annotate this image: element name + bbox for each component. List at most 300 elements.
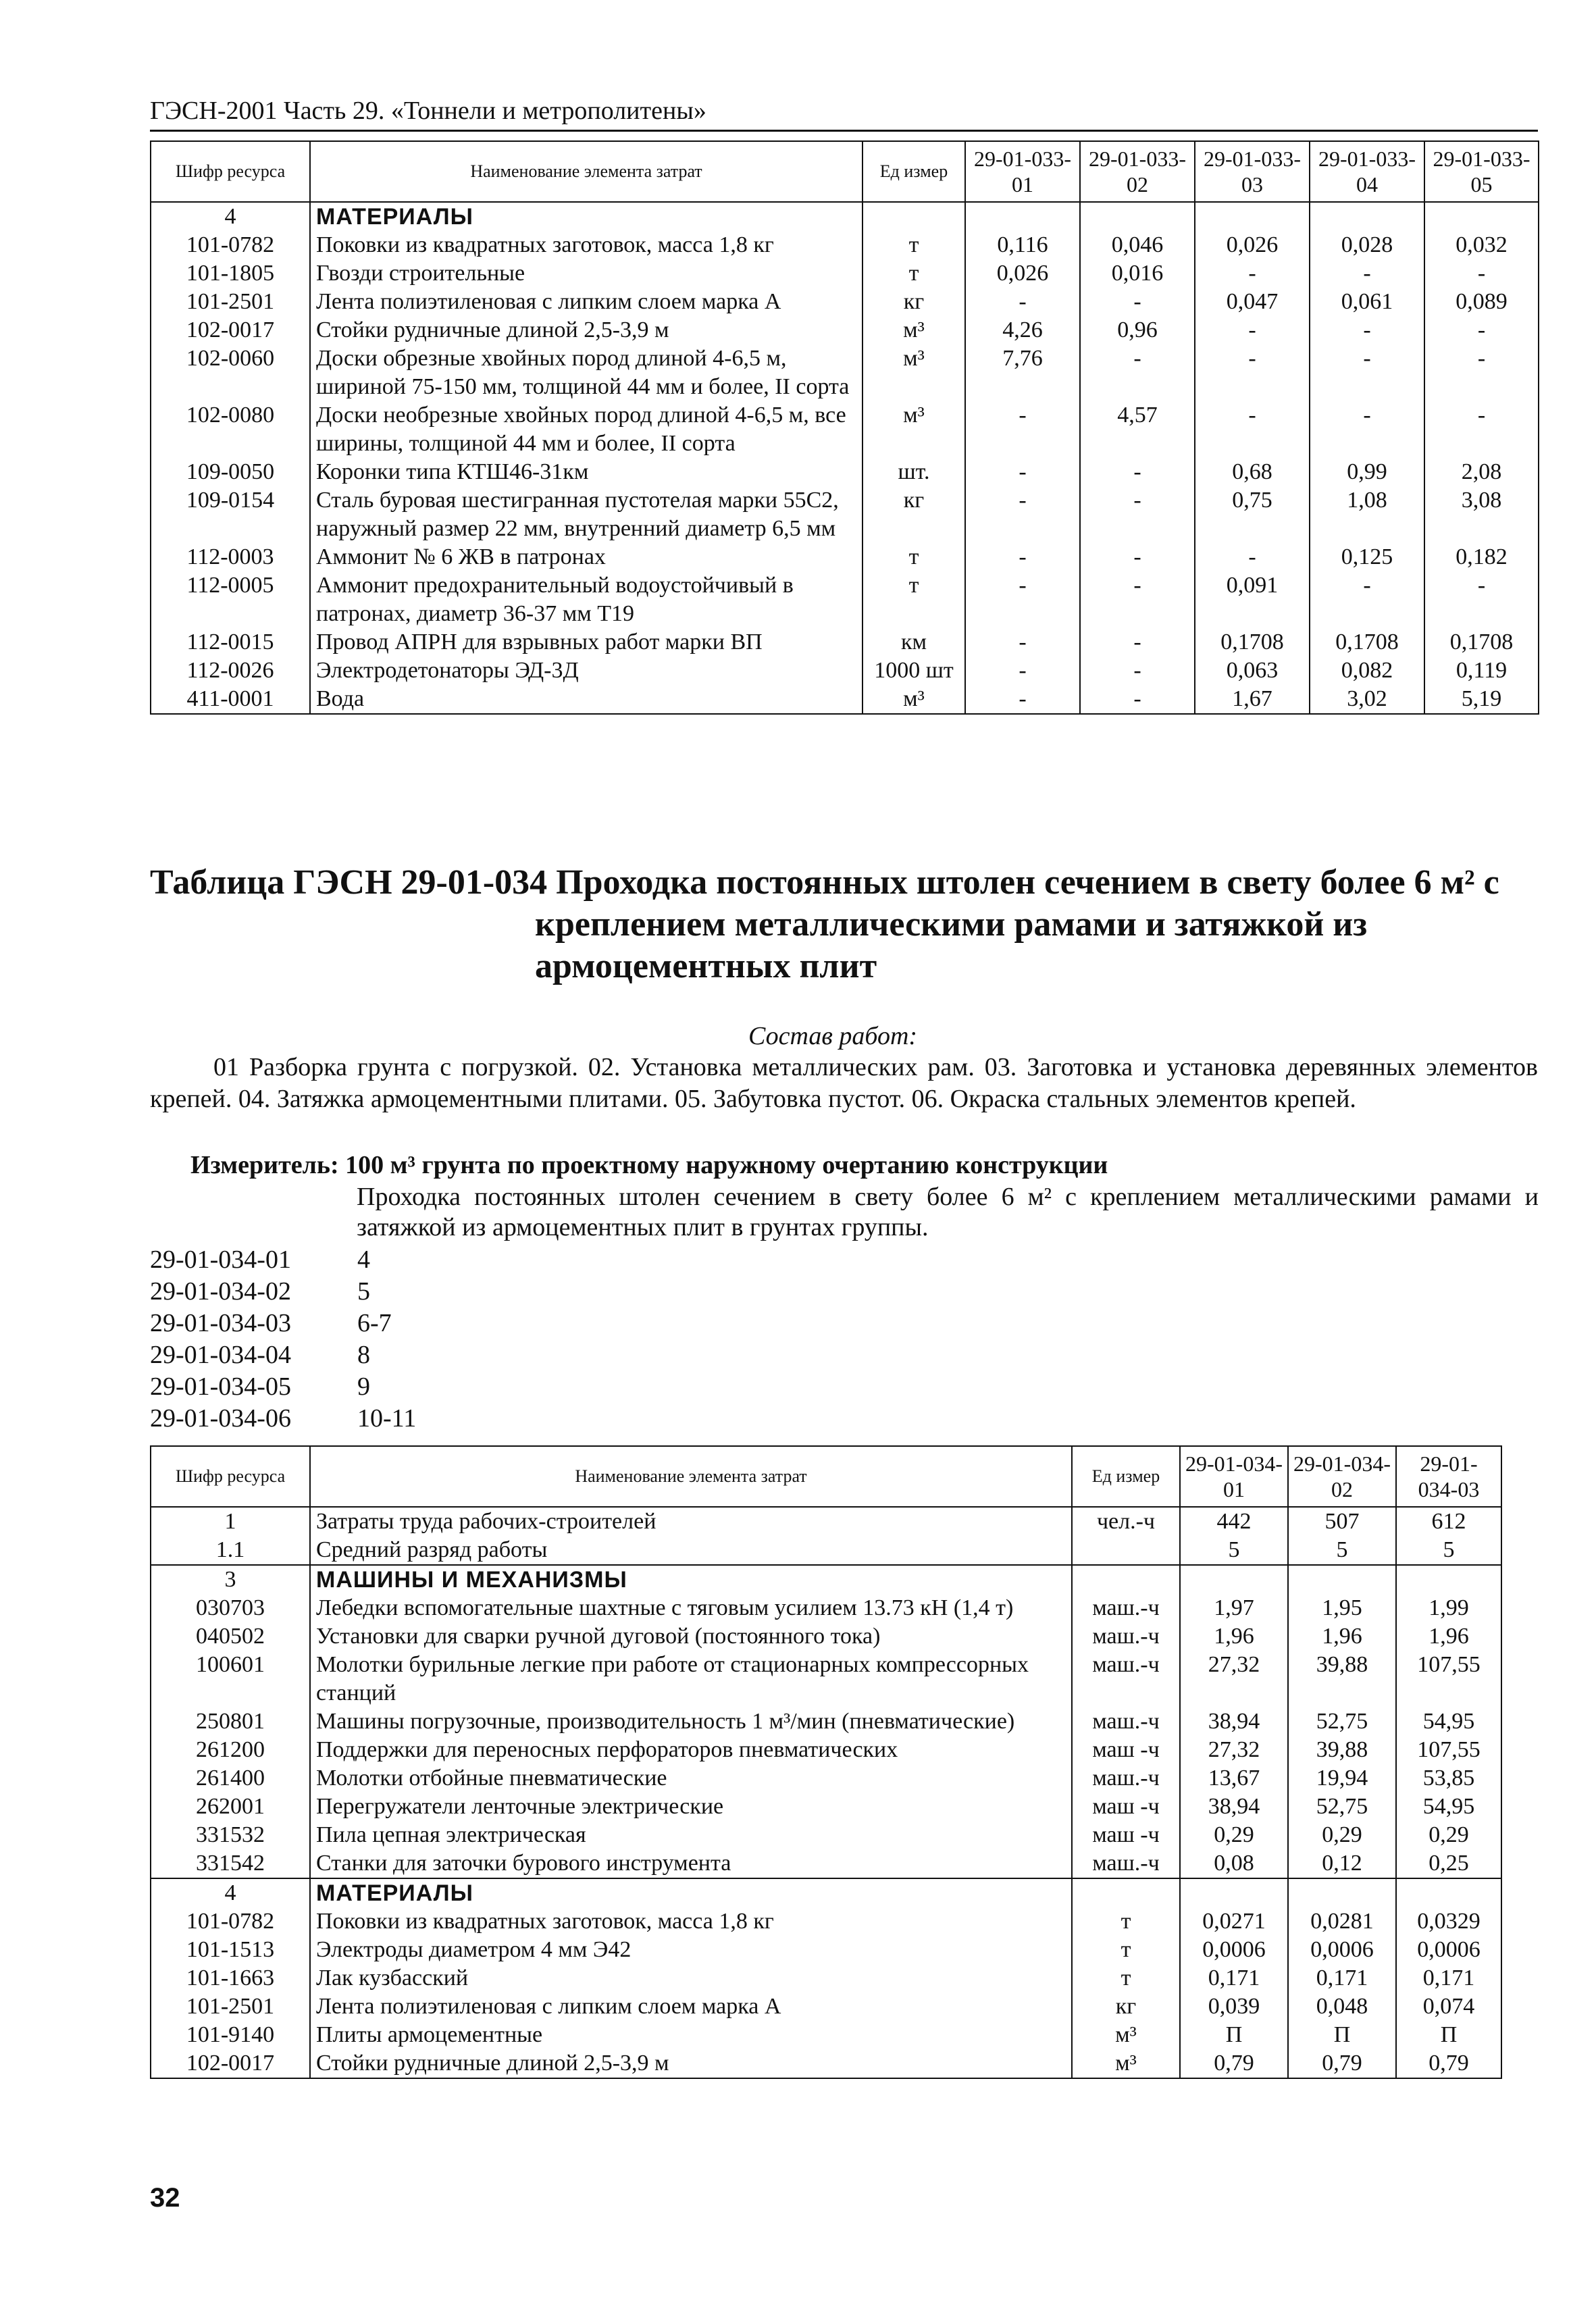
resource-name: Молотки бурильные легкие при работе от стационарных компрессорных станций xyxy=(310,1651,1072,1707)
value-cell: 5,19 xyxy=(1424,685,1539,714)
column-header: 29-01-033-01 xyxy=(965,141,1080,202)
value-cell: 0,96 xyxy=(1080,316,1195,344)
unit: т xyxy=(1072,1936,1180,1964)
resource-name: Машины погрузочные, производительность 1 м³/мин (пневматические) xyxy=(310,1707,1072,1736)
composition-text: 01 Разборка грунта с погрузкой. 02. Установка металлических рам. 03. Заготовка и установка деревянных элементов крепей. 04. Затяжка армоцементными плитами. 05. Забутовка пустот. 06. Окраска стальных элементов крепей. xyxy=(150,1053,1538,1113)
resource-name: Станки для заточки бурового инструмента xyxy=(310,1849,1072,1878)
value-cell: 3,08 xyxy=(1424,486,1539,543)
value-cell: 38,94 xyxy=(1180,1793,1288,1821)
resource-code: 262001 xyxy=(151,1793,310,1821)
section-title: МАТЕРИАЛЫ xyxy=(310,1878,1072,1907)
unit: маш.-ч xyxy=(1072,1622,1180,1651)
value-cell: 4,57 xyxy=(1080,401,1195,458)
value-cell: 1,96 xyxy=(1180,1622,1288,1651)
value-cell: 1,97 xyxy=(1180,1594,1288,1622)
resource-name: Электродетонаторы ЭД-3Д xyxy=(310,657,863,685)
norm-code: 29-01-034-04 xyxy=(150,1341,291,1369)
resource-code: 331542 xyxy=(151,1849,310,1878)
resource-code: 112-0026 xyxy=(151,657,310,685)
norm-code-row xyxy=(150,1339,416,1371)
soil-group: 6-7 xyxy=(357,1309,392,1337)
value-cell: 0,026 xyxy=(1195,231,1310,259)
resource-code: 040502 xyxy=(151,1622,310,1651)
meter-label: Измеритель: xyxy=(190,1151,339,1179)
value-cell: - xyxy=(1080,657,1195,685)
resource-code: 250801 xyxy=(151,1707,310,1736)
table-row xyxy=(151,1507,1501,1536)
resource-code: 331532 xyxy=(151,1821,310,1849)
value-cell: - xyxy=(1080,344,1195,401)
value-cell: 0,119 xyxy=(1424,657,1539,685)
resource-code: 101-0782 xyxy=(151,231,310,259)
table-header-row xyxy=(151,1446,1501,1507)
soil-group: 8 xyxy=(357,1341,370,1369)
page-number: 32 xyxy=(150,2183,180,2213)
table-row xyxy=(151,1594,1501,1622)
value-cell: 0,061 xyxy=(1310,288,1424,316)
resource-code: 101-1663 xyxy=(151,1964,310,1992)
table-row xyxy=(151,1622,1501,1651)
resource-code: 1 xyxy=(151,1507,310,1536)
value-cell: 0,171 xyxy=(1180,1964,1288,1992)
value-cell: - xyxy=(965,288,1080,316)
empty-cell xyxy=(1424,202,1539,231)
unit: маш -ч xyxy=(1072,1821,1180,1849)
table-row xyxy=(151,1964,1501,1992)
section-title: МАШИНЫ И МЕХАНИЗМЫ xyxy=(310,1565,1072,1594)
value-cell: - xyxy=(1424,344,1539,401)
table-row xyxy=(151,571,1539,628)
table-row xyxy=(151,685,1539,714)
value-cell: 0,0271 xyxy=(1180,1907,1288,1936)
value-cell: 0,79 xyxy=(1288,2049,1396,2078)
empty-cell xyxy=(1288,1878,1396,1907)
table-row xyxy=(151,259,1539,288)
resource-code: 101-1805 xyxy=(151,259,310,288)
column-header: Наименование элемента затрат xyxy=(310,1446,1072,1507)
table-row xyxy=(151,2049,1501,2078)
soil-group: 4 xyxy=(357,1245,370,1274)
table-row xyxy=(151,1651,1501,1707)
value-cell: 0,048 xyxy=(1288,1992,1396,2021)
value-cell: 0,125 xyxy=(1310,543,1424,571)
value-cell: 0,116 xyxy=(965,231,1080,259)
table-row xyxy=(151,1536,1501,1565)
norm-code: 29-01-034-06 xyxy=(150,1404,291,1433)
resource-code: 101-2501 xyxy=(151,288,310,316)
resource-name: Плиты армоцементные xyxy=(310,2021,1072,2049)
meter-value: 100 м³ грунта по проектному наружному очертанию конструкции xyxy=(345,1151,1108,1179)
resource-code: 411-0001 xyxy=(151,685,310,714)
value-cell: 54,95 xyxy=(1396,1793,1501,1821)
section-row xyxy=(151,202,1539,231)
unit: маш.-ч xyxy=(1072,1707,1180,1736)
norm-description: Проходка постоянных штолен сечением в свету более 6 м² с креплением металлическими рамами и затяжкой из армоцементных плит в грунтах группы. xyxy=(357,1183,1539,1241)
value-cell: - xyxy=(1424,401,1539,458)
value-cell: 0,091 xyxy=(1195,571,1310,628)
unit: маш -ч xyxy=(1072,1793,1180,1821)
table-row xyxy=(151,1707,1501,1736)
section-code: 4 xyxy=(151,202,310,231)
resource-code: 102-0060 xyxy=(151,344,310,401)
norm-code: 29-01-034-02 xyxy=(150,1277,291,1306)
value-cell: П xyxy=(1288,2021,1396,2049)
norm-code-row xyxy=(150,1244,416,1276)
empty-cell xyxy=(863,202,965,231)
value-cell: 0,1708 xyxy=(1310,628,1424,657)
resource-name: Стойки рудничные длиной 2,5-3,9 м xyxy=(310,2049,1072,2078)
resource-name: Коронки типа КТШ46-31км xyxy=(310,458,863,486)
unit: маш -ч xyxy=(1072,1736,1180,1764)
column-header: Ед измер xyxy=(863,141,965,202)
resource-name: Вода xyxy=(310,685,863,714)
table-title-line: креплением металлическими рамами и затяжкой из армоцементных плит xyxy=(535,905,1368,985)
resource-name: Поковки из квадратных заготовок, масса 1,8 кг xyxy=(310,231,863,259)
value-cell: 0,29 xyxy=(1180,1821,1288,1849)
value-cell: - xyxy=(965,628,1080,657)
column-header: Шифр ресурса xyxy=(151,141,310,202)
table-row xyxy=(151,1736,1501,1764)
unit: т xyxy=(863,231,965,259)
table-row xyxy=(151,1992,1501,2021)
value-cell: 2,08 xyxy=(1424,458,1539,486)
resource-name: Поддержки для переносных перфораторов пневматических xyxy=(310,1736,1072,1764)
unit: т xyxy=(1072,1907,1180,1936)
value-cell: 0,79 xyxy=(1396,2049,1501,2078)
norm-code: 29-01-034-05 xyxy=(150,1372,291,1401)
table-row xyxy=(151,316,1539,344)
norm-code-row xyxy=(150,1308,416,1339)
value-cell: - xyxy=(1310,344,1424,401)
meter-line xyxy=(190,1150,1108,1180)
column-header: Шифр ресурса xyxy=(151,1446,310,1507)
value-cell: 0,063 xyxy=(1195,657,1310,685)
value-cell: - xyxy=(965,458,1080,486)
value-cell: 5 xyxy=(1180,1536,1288,1565)
section-code: 3 xyxy=(151,1565,310,1594)
value-cell: - xyxy=(965,543,1080,571)
table-row xyxy=(151,486,1539,543)
value-cell: - xyxy=(965,571,1080,628)
table-title xyxy=(150,862,1555,987)
resource-name: Перегружатели ленточные электрические xyxy=(310,1793,1072,1821)
value-cell: - xyxy=(1424,316,1539,344)
value-cell: 0,026 xyxy=(965,259,1080,288)
resource-code: 112-0003 xyxy=(151,543,310,571)
resource-code: 112-0005 xyxy=(151,571,310,628)
norm-code-list xyxy=(150,1244,416,1435)
resource-name: Сталь буровая шестигранная пустотелая марки 55С2, наружный размер 22 мм, внутренний диаметр 6,5 мм xyxy=(310,486,863,543)
column-header: 29-01-033-04 xyxy=(1310,141,1424,202)
value-cell: - xyxy=(1080,628,1195,657)
value-cell: 0,074 xyxy=(1396,1992,1501,2021)
resource-name: Пила цепная электрическая xyxy=(310,1821,1072,1849)
resource-name: Затраты труда рабочих-строителей xyxy=(310,1507,1072,1536)
unit: чел.-ч xyxy=(1072,1507,1180,1536)
empty-cell xyxy=(1180,1878,1288,1907)
value-cell: 0,0006 xyxy=(1288,1936,1396,1964)
value-cell: 0,171 xyxy=(1288,1964,1396,1992)
value-cell: 1,08 xyxy=(1310,486,1424,543)
value-cell: 0,0006 xyxy=(1180,1936,1288,1964)
value-cell: - xyxy=(1195,316,1310,344)
value-cell: 0,79 xyxy=(1180,2049,1288,2078)
value-cell: - xyxy=(1424,571,1539,628)
resource-name: Лента полиэтиленовая с липким слоем марка А xyxy=(310,1992,1072,2021)
resource-code: 101-1513 xyxy=(151,1936,310,1964)
unit: м³ xyxy=(863,316,965,344)
resource-code: 102-0017 xyxy=(151,2049,310,2078)
empty-cell xyxy=(1310,202,1424,231)
value-cell: - xyxy=(1080,486,1195,543)
section-code: 4 xyxy=(151,1878,310,1907)
value-cell: 0,29 xyxy=(1396,1821,1501,1849)
value-cell: 0,089 xyxy=(1424,288,1539,316)
value-cell: П xyxy=(1396,2021,1501,2049)
table-row xyxy=(151,458,1539,486)
resource-code: 261200 xyxy=(151,1736,310,1764)
value-cell: 1,67 xyxy=(1195,685,1310,714)
resource-code: 102-0080 xyxy=(151,401,310,458)
unit: кг xyxy=(1072,1992,1180,2021)
resource-code: 101-2501 xyxy=(151,1992,310,2021)
soil-group: 9 xyxy=(357,1372,370,1401)
unit: шт. xyxy=(863,458,965,486)
column-header: 29-01-034-01 xyxy=(1180,1446,1288,1507)
value-cell: 107,55 xyxy=(1396,1651,1501,1707)
value-cell: 0,1708 xyxy=(1424,628,1539,657)
unit: м³ xyxy=(863,344,965,401)
value-cell: 0,028 xyxy=(1310,231,1424,259)
unit: т xyxy=(1072,1964,1180,1992)
value-cell: - xyxy=(1080,458,1195,486)
value-cell: 0,032 xyxy=(1424,231,1539,259)
resource-name: Средний разряд работы xyxy=(310,1536,1072,1565)
running-header: ГЭСН-2001 Часть 29. «Тоннели и метрополитены» xyxy=(150,97,706,125)
unit: т xyxy=(863,571,965,628)
value-cell: 0,0006 xyxy=(1396,1936,1501,1964)
value-cell: - xyxy=(1310,316,1424,344)
value-cell: 0,68 xyxy=(1195,458,1310,486)
value-cell: 0,082 xyxy=(1310,657,1424,685)
value-cell: - xyxy=(1080,543,1195,571)
value-cell: 1,96 xyxy=(1396,1622,1501,1651)
table-row xyxy=(151,628,1539,657)
resource-name: Стойки рудничные длиной 2,5-3,9 м xyxy=(310,316,863,344)
norm-code: 29-01-034-01 xyxy=(150,1245,291,1274)
resource-name: Молотки отбойные пневматические xyxy=(310,1764,1072,1793)
unit: кг xyxy=(863,486,965,543)
value-cell: 5 xyxy=(1288,1536,1396,1565)
value-cell: - xyxy=(1310,401,1424,458)
table-row xyxy=(151,1907,1501,1936)
resource-name: Доски необрезные хвойных пород длиной 4-6,5 м, все ширины, толщиной 44 мм и более, II сорта xyxy=(310,401,863,458)
value-cell: - xyxy=(1195,259,1310,288)
header-rule xyxy=(150,130,1538,132)
value-cell: - xyxy=(965,401,1080,458)
resource-name: Установки для сварки ручной дуговой (постоянного тока) xyxy=(310,1622,1072,1651)
resource-table-034 xyxy=(150,1445,1502,2079)
column-header: 29-01-034-03 xyxy=(1396,1446,1501,1507)
value-cell: 54,95 xyxy=(1396,1707,1501,1736)
norm-code-row xyxy=(150,1403,416,1435)
value-cell: - xyxy=(1195,543,1310,571)
value-cell: 0,29 xyxy=(1288,1821,1396,1849)
value-cell: - xyxy=(965,657,1080,685)
value-cell: 0,047 xyxy=(1195,288,1310,316)
unit: м³ xyxy=(1072,2021,1180,2049)
value-cell: 0,016 xyxy=(1080,259,1195,288)
value-cell: 27,32 xyxy=(1180,1651,1288,1707)
resource-code: 112-0015 xyxy=(151,628,310,657)
resource-code: 261400 xyxy=(151,1764,310,1793)
composition-heading: Состав работ: xyxy=(748,1022,918,1050)
unit xyxy=(1072,1536,1180,1565)
section-title: МАТЕРИАЛЫ xyxy=(310,202,863,231)
table-row xyxy=(151,401,1539,458)
norm-code-row xyxy=(150,1371,416,1403)
table-row xyxy=(151,1821,1501,1849)
value-cell: 19,94 xyxy=(1288,1764,1396,1793)
value-cell: 0,12 xyxy=(1288,1849,1396,1878)
value-cell: - xyxy=(1310,571,1424,628)
resource-name: Лента полиэтиленовая с липким слоем марка А xyxy=(310,288,863,316)
unit: км xyxy=(863,628,965,657)
value-cell: - xyxy=(1080,685,1195,714)
resource-name: Аммонит № 6 ЖВ в патронах xyxy=(310,543,863,571)
unit: маш.-ч xyxy=(1072,1594,1180,1622)
column-header: Ед измер xyxy=(1072,1446,1180,1507)
empty-cell xyxy=(1072,1878,1180,1907)
empty-cell xyxy=(1195,202,1310,231)
resource-name: Аммонит предохранительный водоустойчивый в патронах, диаметр 36-37 мм Т19 xyxy=(310,571,863,628)
table-row xyxy=(151,231,1539,259)
value-cell: - xyxy=(1080,288,1195,316)
value-cell: 4,26 xyxy=(965,316,1080,344)
table-row xyxy=(151,2021,1501,2049)
value-cell: 0,75 xyxy=(1195,486,1310,543)
table-row xyxy=(151,543,1539,571)
soil-group: 5 xyxy=(357,1277,370,1306)
value-cell: 1,96 xyxy=(1288,1622,1396,1651)
resource-name: Поковки из квадратных заготовок, масса 1,8 кг xyxy=(310,1907,1072,1936)
table-header-row xyxy=(151,141,1539,202)
value-cell: 0,0329 xyxy=(1396,1907,1501,1936)
unit: м³ xyxy=(863,401,965,458)
resource-code: 109-0050 xyxy=(151,458,310,486)
value-cell: П xyxy=(1180,2021,1288,2049)
norm-code-row xyxy=(150,1276,416,1308)
section-row xyxy=(151,1878,1501,1907)
value-cell: 52,75 xyxy=(1288,1707,1396,1736)
table-row xyxy=(151,1849,1501,1878)
value-cell: 507 xyxy=(1288,1507,1396,1536)
resource-code: 101-0782 xyxy=(151,1907,310,1936)
value-cell: 612 xyxy=(1396,1507,1501,1536)
value-cell: 53,85 xyxy=(1396,1764,1501,1793)
value-cell: 39,88 xyxy=(1288,1736,1396,1764)
value-cell: 107,55 xyxy=(1396,1736,1501,1764)
column-header: Наименование элемента затрат xyxy=(310,141,863,202)
resource-code: 1.1 xyxy=(151,1536,310,1565)
unit: маш.-ч xyxy=(1072,1651,1180,1707)
value-cell: 3,02 xyxy=(1310,685,1424,714)
unit: м³ xyxy=(1072,2049,1180,2078)
table-row xyxy=(151,344,1539,401)
resource-name: Провод АПРН для взрывных работ марки ВП xyxy=(310,628,863,657)
table-row xyxy=(151,288,1539,316)
resource-code: 100601 xyxy=(151,1651,310,1707)
value-cell: 0,046 xyxy=(1080,231,1195,259)
resource-code: 030703 xyxy=(151,1594,310,1622)
value-cell: - xyxy=(1310,259,1424,288)
unit: 1000 шт xyxy=(863,657,965,685)
empty-cell xyxy=(1180,1565,1288,1594)
column-header: 29-01-033-02 xyxy=(1080,141,1195,202)
value-cell: 27,32 xyxy=(1180,1736,1288,1764)
empty-cell xyxy=(1396,1565,1501,1594)
table-row xyxy=(151,1764,1501,1793)
resource-name: Электроды диаметром 4 мм Э42 xyxy=(310,1936,1072,1964)
value-cell: - xyxy=(1195,344,1310,401)
value-cell: - xyxy=(1424,259,1539,288)
resource-name: Доски обрезные хвойных пород длиной 4-6,5 м, шириной 75-150 мм, толщиной 44 мм и более, II сорта xyxy=(310,344,863,401)
value-cell: - xyxy=(965,685,1080,714)
resource-code: 109-0154 xyxy=(151,486,310,543)
empty-cell xyxy=(1080,202,1195,231)
empty-cell xyxy=(965,202,1080,231)
value-cell: 0,171 xyxy=(1396,1964,1501,1992)
empty-cell xyxy=(1072,1565,1180,1594)
value-cell: 0,0281 xyxy=(1288,1907,1396,1936)
value-cell: - xyxy=(965,486,1080,543)
value-cell: 38,94 xyxy=(1180,1707,1288,1736)
value-cell: 5 xyxy=(1396,1536,1501,1565)
value-cell: 52,75 xyxy=(1288,1793,1396,1821)
column-header: 29-01-034-02 xyxy=(1288,1446,1396,1507)
norm-code: 29-01-034-03 xyxy=(150,1309,291,1337)
value-cell: 1,99 xyxy=(1396,1594,1501,1622)
resource-name: Лак кузбасский xyxy=(310,1964,1072,1992)
value-cell: 0,182 xyxy=(1424,543,1539,571)
empty-cell xyxy=(1396,1878,1501,1907)
value-cell: 13,67 xyxy=(1180,1764,1288,1793)
unit: кг xyxy=(863,288,965,316)
value-cell: 1,95 xyxy=(1288,1594,1396,1622)
resource-name: Гвозди строительные xyxy=(310,259,863,288)
value-cell: 39,88 xyxy=(1288,1651,1396,1707)
unit: м³ xyxy=(863,685,965,714)
value-cell: 0,99 xyxy=(1310,458,1424,486)
resource-table-033 xyxy=(150,140,1539,715)
column-header: 29-01-033-05 xyxy=(1424,141,1539,202)
value-cell: 442 xyxy=(1180,1507,1288,1536)
table-row xyxy=(151,657,1539,685)
table-title-line: Таблица ГЭСН 29-01-034 Проходка постоянных штолен сечением в свету более 6 м² с xyxy=(150,863,1499,902)
value-cell: - xyxy=(1080,571,1195,628)
value-cell: 7,76 xyxy=(965,344,1080,401)
value-cell: 0,08 xyxy=(1180,1849,1288,1878)
table-row xyxy=(151,1793,1501,1821)
unit: т xyxy=(863,259,965,288)
unit: т xyxy=(863,543,965,571)
resource-name: Лебедки вспомогательные шахтные с тяговым усилием 13.73 кН (1,4 т) xyxy=(310,1594,1072,1622)
resource-code: 101-9140 xyxy=(151,2021,310,2049)
resource-code: 102-0017 xyxy=(151,316,310,344)
value-cell: 0,039 xyxy=(1180,1992,1288,2021)
section-row xyxy=(151,1565,1501,1594)
value-cell: - xyxy=(1195,401,1310,458)
